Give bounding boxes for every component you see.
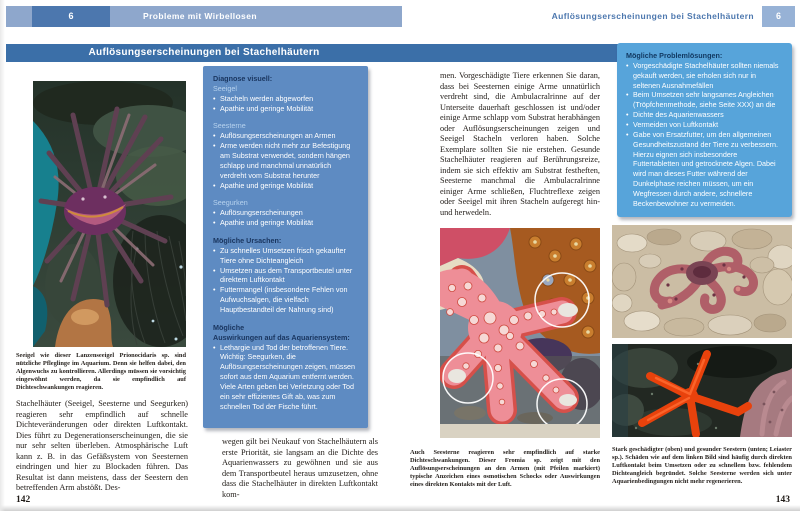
chapter-number-right: 6 [762,6,795,27]
effect-bullet: • Lethargie und Tod der betroffenen Tiere. Wichtig: Seegurken, die Auflösungserscheinungen zeigen, müssen sofort aus dem Aquarium entfernt werden. Viele Arten geben bei Verletzung oder Tod ein sehr effizientes Gift ab, was zum schnellen Tod der Fische führt. [213,343,358,412]
section-title-bar [6,44,620,62]
diagnosis-subheading-seegurken: Seegurken [213,198,248,208]
diagnosis-bullet: • Apathie und geringe Mobilität [213,104,358,114]
header-label-left: Probleme mit Wirbellosen [143,11,257,21]
diagnosis-bullet: • Auflösungserscheinungen an Armen [213,131,358,141]
chapter-number-left: 6 [32,6,110,27]
diagnosis-bullet: • Stacheln werden abgeworfen [213,94,358,104]
causes-title: Mögliche Ursachen: [213,236,282,246]
sea-urchin-photo [33,81,186,347]
body-paragraph-left-col1: Stachelhäuter (Seeigel, Seesterne und Seegurken) reagieren sehr empfindlich auf schnelle Dichteveränderungen oder direkten Luftkontakt. Dies führt zu Degenerationserscheinungen, die sie nur sehr selten überleben. Atmosphärische Luft kann z. B. in das Gefäßsystem von Seesternen eindringen und hier zu Blockaden führen. Das Resultat ist dann meistens, dass der Seestern den betreffenden Arm abstößt. Des- [16,399,188,493]
body-paragraph-right: men. Vorgeschädigte Tiere erkennen Sie daran, dass bei Seesternen einige Arme unnatürlich verdreht sind, die Ambulacralrinne auf der Unterseite dauerhaft geschlossen ist und/oder einige Arme schlapp vom Substrat herabhängen oder Auflösungserscheinungen zeigen und Seeigel Stacheln verloren haben. Solche Exemplare sollten Sie nie erstehen. Gesunde Stachelhäuter reagieren auf Berührungsreize, indem sie sich effektiv am Substrat festheften, Seesterne manchmal die Ambulacralrinne einiger Arme schließen, Fluchtreflexe zeigen oder Seeigel mit ihren Stacheln aufgeregt hin- und herwedeln. [440,71,600,217]
solution-bullet: • Vorgeschädigte Stachelhäuter sollten niemals gekauft werden, sie erholen sich nur in seltenen Ausnahmefällen [626,61,783,91]
diagnosis-subheading-seeigel: Seeigel [213,83,237,93]
diagnosis-bullet: • Auflösungserscheinungen [213,208,358,218]
solution-bullet: • Vermeiden von Luftkontakt [626,120,783,130]
effects-title-line1: Mögliche [213,322,245,332]
page-number-143: 143 [775,495,790,505]
diagnosis-box [203,66,368,428]
diagnosis-box-title: Diagnose visuell: [213,74,273,83]
diagnosis-bullet: • Apathie und geringe Mobilität [213,181,358,191]
starfish-comparison-caption: Stark geschädigter (oben) und gesunder Seestern (unten; Leiaster sp.). Schäden wie auf dem linken Bild sind häufig durch direkten Luftkontakt beim Umsetzen oder zu schnellem bzw. fehlendem Dichteangleich begründet. Solche Seesterne werden sich unter Aquarienbedingungen nicht mehr regenerieren. [612,446,792,485]
section-title: Auflösungserscheinungen bei Stachelhäutern [88,47,320,58]
cause-bullet: • Umsetzen aus dem Transportbeutel unter direktem Luftkontakt [213,266,358,286]
page-edge-shadow-left [0,0,5,511]
page-number-142: 142 [16,495,31,505]
urchin-photo-caption: Seeigel wie dieser Lanzenseeigel Prionocidaris sp. sind nützliche Pfleglinge im Aquarium. Denn sie helfen dabei, den Algenwuchs zu kontrollieren. Allerdings müssen sie vorsichtig eingewöhnt werden, da sie empfindlich auf Dichteschwankungen reagieren. [16,352,186,391]
healthy-starfish-photo [612,344,792,437]
header-bar-left [6,6,402,27]
solution-bullet: • Gabe von Ersatzfutter, um den allgemeinen Gesundheitszustand der Tiere zu verbessern. Hierzu eignen sich insbesondere Futtertabletten und getrocknete Algen. Dabei wird man dieses Futter während der Dunkelphase reichen müssen, um ein Wegfressen durch andere, schnellere Beckenbewohner zu vermeiden. [626,130,783,209]
effects-title-line2: Auswirkungen auf das Aquariensystem: [213,332,350,342]
diagnosis-subheading-seesterne: Seesterne [213,121,246,131]
header-label-right: Auflösungserscheinungen bei Stachelhäutern [551,11,754,21]
cause-bullet: • Futtermangel (insbesondere Fehlen von Aufwuchsalgen, die vielfach Hauptbestandteil der Nahrung sind) [213,285,358,315]
solutions-box-title: Mögliche Problemlösungen: [626,51,723,60]
damaged-starfish-photo [612,225,792,338]
body-paragraph-left-col2: wegen gilt bei Neukauf von Stachelhäutern als erste Priorität, sie langsam an die Dichte des Aquarienwassers zu gewöhnen und sie aus dem Transportbeutel heraus umzusetzen, ohne dass die Stachelhäuter in direkten Luftkontakt kom- [222,437,378,499]
page-edge-shadow-bottom [0,505,800,511]
diagnosis-bullet: • Arme werden nicht mehr zur Befestigung am Substrat verwendet, sondern hängen schlapp und manchmal unnatürlich verdreht vom Substrat herunter [213,141,358,180]
fromia-photo-caption: Auch Seesterne reagieren sehr empfindlich auf starke Dichteschwankungen. Dieser Fromia sp. zeigt mit den Auflösungserscheinungen an den Armen (mit Pfeilen markiert) typische Anzeichen eines osmotischen Schocks oder Auswirkungen eines direkten Kontakts mit der Luft. [410,449,600,488]
fromia-starfish-photo [440,228,600,438]
solutions-box [617,43,792,217]
cause-bullet: • Zu schnelles Umsetzen frisch gekaufter Tiere ohne Dichteangleich [213,246,358,266]
solution-bullet: • Beim Umsetzen sehr langsames Angleichen (Tröpfchenmethode, siehe Seite XXX) an die [626,90,783,110]
diagnosis-bullet: • Apathie und geringe Mobilität [213,218,358,228]
solution-bullet: • Dichte des Aquarienwassers [626,110,783,120]
